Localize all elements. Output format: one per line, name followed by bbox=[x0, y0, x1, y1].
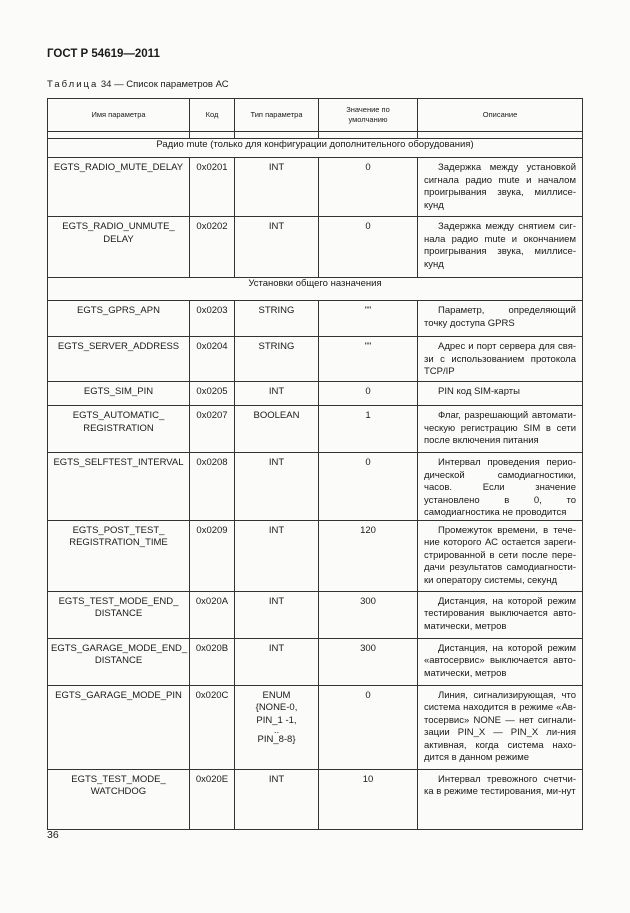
param-type: STRING bbox=[235, 301, 319, 337]
param-description bbox=[418, 406, 583, 453]
param-type: INT bbox=[235, 638, 319, 685]
param-type: BOOLEAN bbox=[235, 406, 319, 453]
param-description bbox=[418, 301, 583, 337]
param-default: 1 bbox=[319, 406, 418, 453]
table-row bbox=[48, 685, 583, 769]
param-description-text: Дистанция, на которой режим тестирования выключается авто-матически, метров bbox=[424, 595, 576, 632]
param-default: 0 bbox=[319, 382, 418, 406]
param-description bbox=[418, 158, 583, 217]
param-description bbox=[418, 453, 583, 521]
param-name: EGTS_RADIO_MUTE_DELAY bbox=[48, 158, 190, 217]
param-code: 0x0207 bbox=[190, 406, 235, 453]
param-description-text: Задержка между установкой сигнала радио mute и началом проигрывания звука, миллисе-кунд bbox=[424, 162, 576, 211]
param-name: EGTS_GPRS_APN bbox=[48, 301, 190, 337]
section-row bbox=[48, 139, 583, 158]
param-description bbox=[418, 217, 583, 278]
param-code: 0x020E bbox=[190, 769, 235, 829]
param-default: 300 bbox=[319, 591, 418, 638]
param-description-text: Адрес и порт сервера для свя-зи с использованием протокола TCP/IP bbox=[424, 341, 576, 377]
page-number: 36 bbox=[47, 829, 59, 841]
table-row bbox=[48, 406, 583, 453]
param-code: 0x0203 bbox=[190, 301, 235, 337]
section-row bbox=[48, 278, 583, 301]
param-description bbox=[418, 382, 583, 406]
param-type: INT bbox=[235, 591, 319, 638]
param-name: EGTS_AUTOMATIC_ REGISTRATION bbox=[48, 406, 190, 453]
param-name: EGTS_SERVER_ADDRESS bbox=[48, 337, 190, 382]
param-default: 300 bbox=[319, 638, 418, 685]
param-description bbox=[418, 591, 583, 638]
table-row bbox=[48, 337, 583, 382]
param-type-line: PIN_1 -1, bbox=[256, 714, 297, 726]
param-default: 0 bbox=[319, 453, 418, 521]
param-type-line: ENUM bbox=[262, 689, 291, 701]
table-row bbox=[48, 520, 583, 591]
param-code: 0x0202 bbox=[190, 217, 235, 278]
param-type bbox=[235, 685, 319, 769]
table-caption-prefix: Таблица bbox=[47, 79, 99, 90]
param-description-text: Параметр, определяющий точку доступа GPRS bbox=[424, 305, 576, 329]
param-type: INT bbox=[235, 769, 319, 829]
param-description-text: Промежуток времени, в тече-ние которого АС остается зареги-стрированной в сети после пере-дачи результатов самодиагности-ки оператору системы, секунд bbox=[424, 524, 576, 586]
param-description bbox=[418, 685, 583, 769]
col-header-default: Значение по умолчанию bbox=[319, 99, 418, 132]
param-description-text: Дистанция, на которой режим «автосервис» выключается авто-матически, метров bbox=[424, 642, 576, 679]
param-description-text: Интервал тревожного счетчи-ка в режиме тестирования, ми-нут bbox=[424, 773, 576, 797]
param-type-line: PIN_8-8} bbox=[257, 734, 296, 745]
param-default: 0 bbox=[319, 217, 418, 278]
col-header-code: Код bbox=[190, 99, 235, 132]
table-row bbox=[48, 638, 583, 685]
param-code: 0x020C bbox=[190, 685, 235, 769]
param-default: 0 bbox=[319, 685, 418, 769]
table-caption-text: 34 — Список параметров АС bbox=[100, 79, 229, 90]
param-code: 0x0208 bbox=[190, 453, 235, 521]
param-type-line: .. bbox=[273, 725, 280, 736]
param-code: 0x0209 bbox=[190, 520, 235, 591]
param-code: 0x020B bbox=[190, 638, 235, 685]
table-row bbox=[48, 453, 583, 521]
param-name: EGTS_GARAGE_MODE_PIN bbox=[48, 685, 190, 769]
section-title: Радио mute (только для конфигурации дополнительного оборудования) bbox=[48, 139, 583, 158]
param-type: INT bbox=[235, 382, 319, 406]
col-header-description: Описание bbox=[418, 99, 583, 132]
document-header: ГОСТ Р 54619—2011 bbox=[47, 48, 160, 60]
table-row bbox=[48, 217, 583, 278]
param-description-text: PIN код SIM-карты bbox=[438, 386, 520, 397]
param-default: 120 bbox=[319, 520, 418, 591]
param-name: EGTS_RADIO_UNMUTE_ DELAY bbox=[48, 217, 190, 278]
param-code: 0x0201 bbox=[190, 158, 235, 217]
col-header-type: Тип параметра bbox=[235, 99, 319, 132]
param-description-text: Задержка между снятием сиг-нала радио mute и окончанием проигрывания звука, миллисе-кунд bbox=[424, 221, 576, 270]
param-default: 0 bbox=[319, 158, 418, 217]
col-header-name: Имя параметра bbox=[48, 99, 190, 132]
param-type: INT bbox=[235, 453, 319, 521]
param-description-text: Линия, сигнализирующая, что система находится в режиме «Ав-тосервис» NONE — нет сигнали-зации PIN_X — PIN_X ли-ния активная, когда система нахо-дится в данном режиме bbox=[424, 689, 576, 763]
param-code: 0x020A bbox=[190, 591, 235, 638]
param-default: "" bbox=[319, 301, 418, 337]
param-type: INT bbox=[235, 520, 319, 591]
table-row bbox=[48, 382, 583, 406]
param-description bbox=[418, 520, 583, 591]
table-caption bbox=[47, 79, 229, 90]
param-default: 10 bbox=[319, 769, 418, 829]
param-name: EGTS_SIM_PIN bbox=[48, 382, 190, 406]
table-row bbox=[48, 769, 583, 829]
param-name: EGTS_TEST_MODE_ WATCHDOG bbox=[48, 769, 190, 829]
param-default: "" bbox=[319, 337, 418, 382]
param-description bbox=[418, 337, 583, 382]
param-name: EGTS_TEST_MODE_END_ DISTANCE bbox=[48, 591, 190, 638]
section-title: Установки общего назначения bbox=[48, 278, 583, 301]
spacer-row bbox=[48, 132, 583, 139]
param-type: INT bbox=[235, 217, 319, 278]
table-row bbox=[48, 301, 583, 337]
param-description-text: Флаг, разрешающий автомати-ческую регистрацию SIM в сети после включения питания bbox=[424, 410, 576, 446]
parameters-table bbox=[47, 98, 583, 830]
param-description bbox=[418, 769, 583, 829]
param-code: 0x0204 bbox=[190, 337, 235, 382]
param-description bbox=[418, 638, 583, 685]
param-code: 0x0205 bbox=[190, 382, 235, 406]
param-type: INT bbox=[235, 158, 319, 217]
table-row bbox=[48, 158, 583, 217]
param-name: EGTS_POST_TEST_ REGISTRATION_TIME bbox=[48, 520, 190, 591]
param-name: EGTS_GARAGE_MODE_END_ DISTANCE bbox=[48, 638, 190, 685]
table-header-row bbox=[48, 99, 583, 132]
param-name: EGTS_SELFTEST_INTERVAL bbox=[48, 453, 190, 521]
param-type-line: {NONE-0, bbox=[255, 702, 298, 713]
table-row bbox=[48, 591, 583, 638]
param-description-text: Интервал проведения перио-дической самодиагностики, часов. Если значение установлено в 0, то самодиагностика не проводится bbox=[424, 457, 576, 518]
param-type: STRING bbox=[235, 337, 319, 382]
